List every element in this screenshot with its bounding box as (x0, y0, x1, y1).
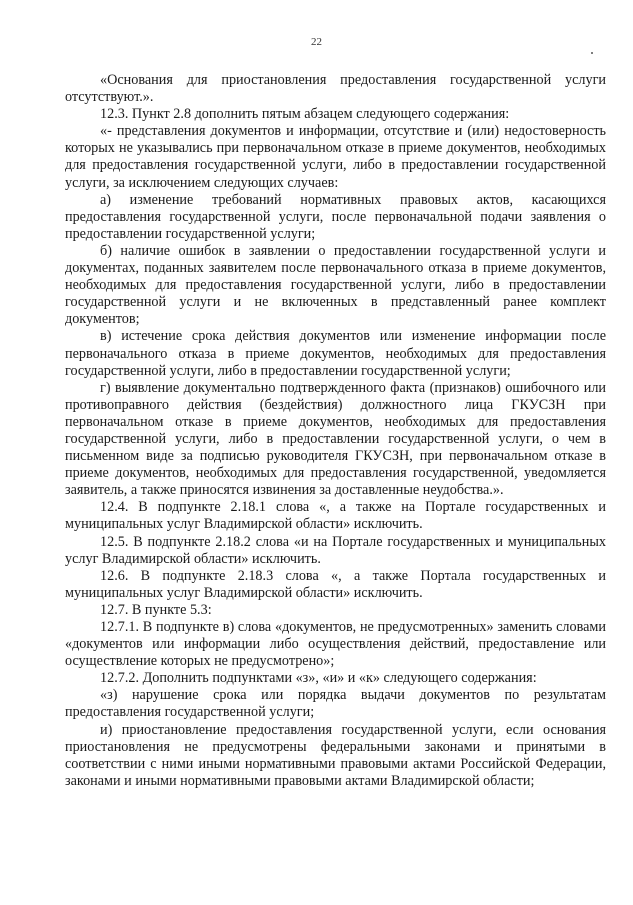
paragraph-item-a: а) изменение требований нормативных правовых актов, касающихся предоставления государственной услуги, после первоначальной подачи заявления о предоставлении государственной услуги; (65, 191, 606, 242)
paragraph-12-5: 12.5. В подпункте 2.18.2 слова «и на Портале государственных и муниципальных услуг Владимирской области» исключить. (65, 533, 606, 567)
paragraph-12-7: 12.7. В пункте 5.3: (100, 601, 212, 618)
paragraph-item-v: в) истечение срока действия документов или изменение информации после первоначального отказа в приеме документов, необходимых для предоставления государственной услуги, либо в предоставлении государственной услуги; (65, 328, 606, 379)
paragraph-12-7-1: 12.7.1. В подпункте в) слова «документов, не предусмотренных» заменить словами «документов или информации либо осуществления действий, предоставление или осуществление которых не предусмотрено»; (65, 619, 606, 670)
paragraph-item-b: б) наличие ошибок в заявлении о предоставлении государственной услуги и документах, поданных заявителем после первоначального отказа в приеме документов, необходимых для предоставления государственной услуги, либо в предоставлении государственной услуги и не включенных в представленный ранее комплект документов; (65, 242, 606, 328)
paragraph-grounds-absent: «Основания для приостановления предоставления государственной услуги отсутствуют.». (65, 72, 606, 106)
paragraph-12-4: 12.4. В подпункте 2.18.1 слова «, а также на Портале государственных и муниципальных услуг Владимирской области» исключить. (65, 499, 606, 533)
paragraph-12-3-intro: «- представления документов и информации, отсутствие и (или) недостоверность которых не указывались при первоначальном отказе в приеме документов, необходимых для предоставления государственной услуги, либо в предоставлении государственной услуги, за исключением следующих случаев: (65, 123, 606, 191)
paragraph-12-3: 12.3. Пункт 2.8 дополнить пятым абзацем следующего содержания: (100, 106, 510, 123)
paragraph-12-7-2: 12.7.2. Дополнить подпунктами «з», «и» и «к» следующего содержания: (100, 670, 537, 687)
paragraph-12-6: 12.6. В подпункте 2.18.3 слова «, а также Портала государственных и муниципальных услуг Владимирской области» исключить. (65, 567, 606, 601)
paragraph-item-i: и) приостановление предоставления государственной услуги, если основания приостановления не предусмотрены федеральными законами и принятыми в соответствии с ними иными нормативными правовыми актами Российской Федерации, законами и иными нормативными правовыми актами Владимирской области; (65, 721, 606, 789)
scan-speck (591, 52, 593, 54)
page-number: 22 (311, 36, 322, 48)
paragraph-item-z: «з) нарушение срока или порядка выдачи документов по результатам предоставления государственной услуги; (65, 687, 606, 721)
paragraph-item-g: г) выявление документально подтвержденного факта (признаков) ошибочного или противоправного действия (бездействия) должностного лица ГКУСЗН при первоначальном отказе в приеме документов, необходимых для предоставления государственной услуги, либо в предоставлении государственной услуги, о чем в письменном виде за подписью руководителя ГКУСЗН, при первоначальном отказе в приеме документов, необходимых для предоставления государственной, уведомляется заявитель, а также приносятся извинения за доставленные неудобства.». (65, 379, 606, 499)
document-body (65, 72, 606, 790)
